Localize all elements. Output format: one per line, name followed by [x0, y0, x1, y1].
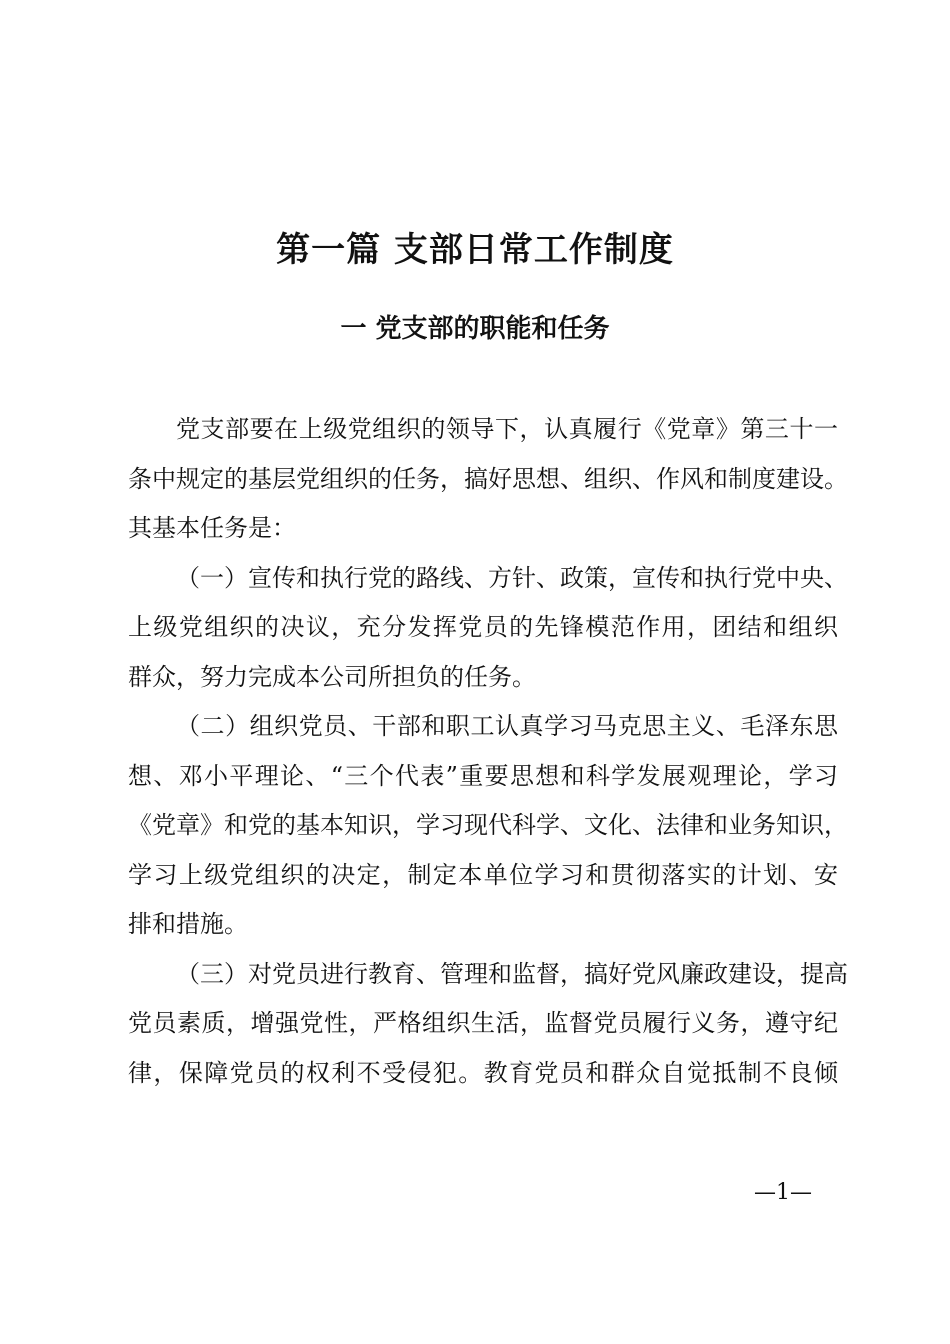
- text-line: （三）对党员进行教育、管理和监督，搞好党风廉政建设，提高: [176, 959, 848, 988]
- text-line: 学习上级党组织的决定，制定本单位学习和贯彻落实的计划、安: [128, 860, 838, 889]
- text-line: 排和措施。: [128, 910, 248, 938]
- text-line: 律，保障党员的权利不受侵犯。教育党员和群众自觉抵制不良倾: [128, 1058, 838, 1087]
- text-line: 想、邓小平理论、“三个代表”重要思想和科学发展观理论，学习: [128, 761, 838, 790]
- text-line: 上级党组织的决议，充分发挥党员的先锋模范作用，团结和组织: [128, 613, 838, 641]
- body-text: [128, 405, 848, 1098]
- part-title: 第一篇 支部日常工作制度: [276, 230, 674, 270]
- text-line: 条中规定的基层党组织的任务，搞好思想、组织、作风和制度建设。: [128, 464, 848, 493]
- text-line: 群众，努力完成本公司所担负的任务。: [128, 662, 536, 691]
- section-title: 一 党支部的职能和任务: [340, 314, 610, 344]
- page-number: —1—: [754, 1180, 812, 1205]
- text-line: 其基本任务是：: [128, 514, 296, 542]
- text-line: 党支部要在上级党组织的领导下，认真履行《党章》第三十一: [176, 415, 838, 443]
- text-line: 党员素质，增强党性，严格组织生活，监督党员履行义务，遵守纪: [128, 1009, 838, 1037]
- text-line: （一）宣传和执行党的路线、方针、政策，宣传和执行党中央、: [176, 563, 848, 592]
- text-line: （二）组织党员、干部和职工认真学习马克思主义、毛泽东思: [176, 712, 838, 740]
- text-line: 《党章》和党的基本知识，学习现代科学、文化、法律和业务知识，: [128, 811, 848, 839]
